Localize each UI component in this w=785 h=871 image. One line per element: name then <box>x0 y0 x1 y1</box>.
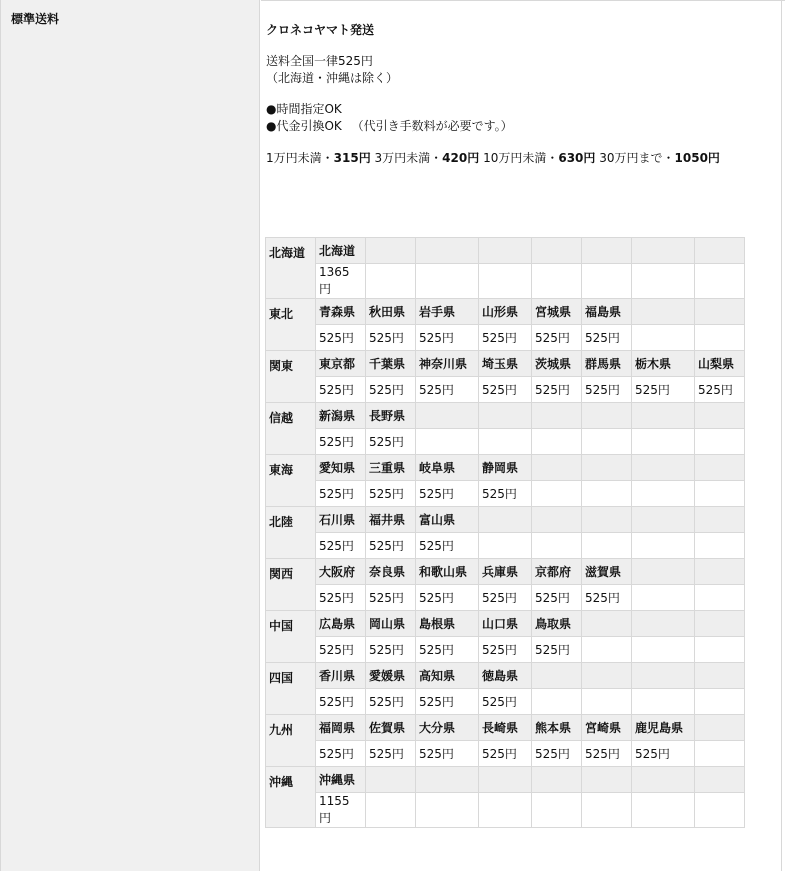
prefecture-price: 525円 <box>532 585 582 611</box>
empty-cell <box>582 238 632 264</box>
prefecture-name: 山梨県 <box>695 351 745 377</box>
option-cod-label: ●代金引換OK <box>266 119 342 133</box>
prefecture-price: 525円 <box>632 377 695 403</box>
prefecture-price: 525円 <box>582 325 632 351</box>
region-pref-row <box>266 507 745 533</box>
empty-cell <box>695 559 745 585</box>
empty-cell <box>632 238 695 264</box>
prefecture-name: 兵庫県 <box>479 559 532 585</box>
empty-cell <box>695 663 745 689</box>
empty-cell <box>366 767 416 793</box>
region-pref-row <box>266 403 745 429</box>
prefecture-price: 525円 <box>366 429 416 455</box>
prefecture-name: 岡山県 <box>366 611 416 637</box>
prefecture-name: 北海道 <box>316 238 366 264</box>
empty-cell <box>632 637 695 663</box>
empty-cell <box>632 533 695 559</box>
empty-cell <box>479 533 532 559</box>
empty-cell <box>582 637 632 663</box>
empty-cell <box>532 238 582 264</box>
empty-cell <box>416 767 479 793</box>
prefecture-name: 熊本県 <box>532 715 582 741</box>
empty-cell <box>695 533 745 559</box>
region-price-row <box>266 533 745 559</box>
empty-cell <box>532 481 582 507</box>
empty-cell <box>582 611 632 637</box>
prefecture-price: 525円 <box>416 481 479 507</box>
prefecture-name: 滋賀県 <box>582 559 632 585</box>
prefecture-name: 東京都 <box>316 351 366 377</box>
empty-cell <box>532 793 582 828</box>
region-price-row <box>266 585 745 611</box>
empty-cell <box>532 663 582 689</box>
cod-fee-list <box>266 150 771 167</box>
prefecture-name: 沖縄県 <box>316 767 366 793</box>
empty-cell <box>582 663 632 689</box>
empty-cell <box>582 533 632 559</box>
prefecture-name: 和歌山県 <box>416 559 479 585</box>
region-pref-row <box>266 299 745 325</box>
empty-cell <box>479 264 532 299</box>
prefecture-name: 福島県 <box>582 299 632 325</box>
region-pref-row <box>266 351 745 377</box>
empty-cell <box>532 429 582 455</box>
prefecture-price: 525円 <box>416 741 479 767</box>
prefecture-name: 長野県 <box>366 403 416 429</box>
prefecture-price: 525円 <box>316 429 366 455</box>
empty-cell <box>416 403 479 429</box>
empty-cell <box>695 455 745 481</box>
region-pref-row <box>266 455 745 481</box>
empty-cell <box>416 264 479 299</box>
region-pref-row <box>266 715 745 741</box>
empty-cell <box>695 238 745 264</box>
empty-cell <box>582 767 632 793</box>
prefecture-name: 鳥取県 <box>532 611 582 637</box>
empty-cell <box>632 611 695 637</box>
empty-cell <box>632 325 695 351</box>
region-price-row <box>266 264 745 299</box>
empty-cell <box>695 481 745 507</box>
prefecture-name: 秋田県 <box>366 299 416 325</box>
empty-cell <box>695 264 745 299</box>
region-name: 沖縄 <box>266 767 316 828</box>
cod-fee-range: 3万円未満・ <box>374 151 443 165</box>
prefecture-price: 525円 <box>416 585 479 611</box>
prefecture-price: 525円 <box>532 325 582 351</box>
prefecture-price: 525円 <box>479 481 532 507</box>
empty-cell <box>532 403 582 429</box>
prefecture-price: 525円 <box>479 585 532 611</box>
empty-cell <box>582 481 632 507</box>
prefecture-price: 525円 <box>366 585 416 611</box>
label-column <box>0 0 260 871</box>
region-price-row <box>266 325 745 351</box>
shipping-rate-table <box>265 237 745 828</box>
prefecture-price: 525円 <box>316 585 366 611</box>
prefecture-name: 埼玉県 <box>479 351 532 377</box>
prefecture-name: 青森県 <box>316 299 366 325</box>
empty-cell <box>695 689 745 715</box>
prefecture-price: 525円 <box>316 325 366 351</box>
empty-cell <box>479 767 532 793</box>
empty-cell <box>479 429 532 455</box>
prefecture-price: 525円 <box>479 325 532 351</box>
prefecture-name: 長崎県 <box>479 715 532 741</box>
empty-cell <box>632 299 695 325</box>
prefecture-price: 525円 <box>479 377 532 403</box>
region-pref-row <box>266 663 745 689</box>
section-label: 標準送料 <box>11 12 60 26</box>
prefecture-name: 山形県 <box>479 299 532 325</box>
cod-fee-amount: 630円 <box>558 151 596 165</box>
region-pref-row <box>266 767 745 793</box>
prefecture-price: 525円 <box>582 377 632 403</box>
option-cod-note: （代引き手数料が必要です。） <box>351 119 513 133</box>
empty-cell <box>416 238 479 264</box>
empty-cell <box>582 507 632 533</box>
prefecture-price: 525円 <box>479 689 532 715</box>
empty-cell <box>695 507 745 533</box>
prefecture-price: 525円 <box>416 325 479 351</box>
prefecture-price: 525円 <box>532 377 582 403</box>
prefecture-price: 525円 <box>582 585 632 611</box>
prefecture-price: 525円 <box>416 533 479 559</box>
cod-fee-amount: 315円 <box>333 151 371 165</box>
prefecture-price: 525円 <box>316 533 366 559</box>
empty-cell <box>479 793 532 828</box>
prefecture-name: 茨城県 <box>532 351 582 377</box>
empty-cell <box>582 264 632 299</box>
empty-cell <box>695 611 745 637</box>
prefecture-price: 1365 円 <box>316 264 366 299</box>
region-price-row <box>266 377 745 403</box>
empty-cell <box>582 429 632 455</box>
empty-cell <box>695 429 745 455</box>
prefecture-name: 岩手県 <box>416 299 479 325</box>
empty-cell <box>532 507 582 533</box>
empty-cell <box>632 767 695 793</box>
empty-cell <box>582 793 632 828</box>
region-name: 北海道 <box>266 238 316 299</box>
region-price-row <box>266 793 745 828</box>
empty-cell <box>695 741 745 767</box>
empty-cell <box>632 507 695 533</box>
prefecture-name: 宮城県 <box>532 299 582 325</box>
prefecture-name: 富山県 <box>416 507 479 533</box>
cod-fee-range: 10万円未満・ <box>483 151 559 165</box>
prefecture-name: 鹿児島県 <box>632 715 695 741</box>
prefecture-price: 525円 <box>316 689 366 715</box>
region-name: 東北 <box>266 299 316 351</box>
prefecture-price: 525円 <box>582 741 632 767</box>
empty-cell <box>695 767 745 793</box>
empty-cell <box>632 429 695 455</box>
region-name: 関西 <box>266 559 316 611</box>
empty-cell <box>695 715 745 741</box>
empty-cell <box>582 455 632 481</box>
empty-cell <box>532 767 582 793</box>
prefecture-name: 徳島県 <box>479 663 532 689</box>
empty-cell <box>632 559 695 585</box>
prefecture-price: 525円 <box>366 637 416 663</box>
prefecture-name: 島根県 <box>416 611 479 637</box>
flat-rate: 送料全国一律525円 <box>266 54 373 68</box>
prefecture-name: 佐賀県 <box>366 715 416 741</box>
prefecture-price: 525円 <box>532 637 582 663</box>
empty-cell <box>479 507 532 533</box>
prefecture-name: 京都府 <box>532 559 582 585</box>
option-time: ●時間指定OK <box>266 102 342 116</box>
cod-fee-range: 1万円未満・ <box>266 151 334 165</box>
empty-cell <box>416 793 479 828</box>
empty-cell <box>366 238 416 264</box>
prefecture-price: 525円 <box>366 377 416 403</box>
content-column <box>261 0 785 871</box>
empty-cell <box>695 299 745 325</box>
prefecture-price: 525円 <box>366 533 416 559</box>
region-pref-row <box>266 611 745 637</box>
prefecture-price: 525円 <box>316 481 366 507</box>
empty-cell <box>532 689 582 715</box>
carrier-name: クロネコヤマト発送 <box>266 23 375 37</box>
empty-cell <box>695 325 745 351</box>
empty-cell <box>632 455 695 481</box>
prefecture-name: 大分県 <box>416 715 479 741</box>
empty-cell <box>479 238 532 264</box>
empty-cell <box>532 264 582 299</box>
empty-cell <box>582 403 632 429</box>
region-price-row <box>266 429 745 455</box>
empty-cell <box>632 264 695 299</box>
prefecture-name: 愛媛県 <box>366 663 416 689</box>
prefecture-name: 広島県 <box>316 611 366 637</box>
region-name: 関東 <box>266 351 316 403</box>
prefecture-price: 525円 <box>316 637 366 663</box>
empty-cell <box>695 585 745 611</box>
prefecture-price: 525円 <box>316 741 366 767</box>
prefecture-name: 神奈川県 <box>416 351 479 377</box>
empty-cell <box>632 663 695 689</box>
prefecture-name: 静岡県 <box>479 455 532 481</box>
empty-cell <box>416 429 479 455</box>
prefecture-price: 525円 <box>479 741 532 767</box>
region-name: 東海 <box>266 455 316 507</box>
region-price-row <box>266 689 745 715</box>
empty-cell <box>582 689 632 715</box>
region-name: 中国 <box>266 611 316 663</box>
prefecture-name: 福井県 <box>366 507 416 533</box>
empty-cell <box>632 403 695 429</box>
prefecture-name: 福岡県 <box>316 715 366 741</box>
empty-cell <box>479 403 532 429</box>
prefecture-price: 525円 <box>416 637 479 663</box>
prefecture-price: 525円 <box>366 481 416 507</box>
cod-fee-amount: 420円 <box>442 151 480 165</box>
empty-cell <box>695 403 745 429</box>
region-name: 四国 <box>266 663 316 715</box>
prefecture-name: 岐阜県 <box>416 455 479 481</box>
prefecture-name: 愛知県 <box>316 455 366 481</box>
cod-fee-range: 30万円まで・ <box>599 151 675 165</box>
region-price-row <box>266 637 745 663</box>
prefecture-name: 三重県 <box>366 455 416 481</box>
prefecture-name: 宮崎県 <box>582 715 632 741</box>
region-pref-row <box>266 238 745 264</box>
flat-rate-note: （北海道・沖縄は除く） <box>266 71 399 85</box>
prefecture-name: 新潟県 <box>316 403 366 429</box>
empty-cell <box>632 689 695 715</box>
prefecture-name: 大阪府 <box>316 559 366 585</box>
cod-fee-amount: 1050円 <box>674 151 720 165</box>
prefecture-name: 千葉県 <box>366 351 416 377</box>
region-pref-row <box>266 559 745 585</box>
prefecture-price: 525円 <box>632 741 695 767</box>
empty-cell <box>632 481 695 507</box>
empty-cell <box>695 793 745 828</box>
region-price-row <box>266 481 745 507</box>
prefecture-price: 525円 <box>416 689 479 715</box>
empty-cell <box>366 264 416 299</box>
prefecture-price: 525円 <box>416 377 479 403</box>
region-name: 北陸 <box>266 507 316 559</box>
prefecture-price: 525円 <box>479 637 532 663</box>
region-name: 信越 <box>266 403 316 455</box>
region-price-row <box>266 741 745 767</box>
empty-cell <box>532 455 582 481</box>
region-name: 九州 <box>266 715 316 767</box>
option-cod <box>266 118 513 135</box>
prefecture-name: 高知県 <box>416 663 479 689</box>
prefecture-price: 525円 <box>532 741 582 767</box>
prefecture-name: 香川県 <box>316 663 366 689</box>
prefecture-price: 525円 <box>695 377 745 403</box>
prefecture-name: 群馬県 <box>582 351 632 377</box>
prefecture-name: 石川県 <box>316 507 366 533</box>
prefecture-price: 525円 <box>366 741 416 767</box>
empty-cell <box>532 533 582 559</box>
empty-cell <box>366 793 416 828</box>
empty-cell <box>632 793 695 828</box>
prefecture-price: 525円 <box>316 377 366 403</box>
prefecture-price: 1155 円 <box>316 793 366 828</box>
prefecture-name: 山口県 <box>479 611 532 637</box>
prefecture-price: 525円 <box>366 689 416 715</box>
prefecture-name: 奈良県 <box>366 559 416 585</box>
prefecture-name: 栃木県 <box>632 351 695 377</box>
empty-cell <box>695 637 745 663</box>
empty-cell <box>632 585 695 611</box>
prefecture-price: 525円 <box>366 325 416 351</box>
